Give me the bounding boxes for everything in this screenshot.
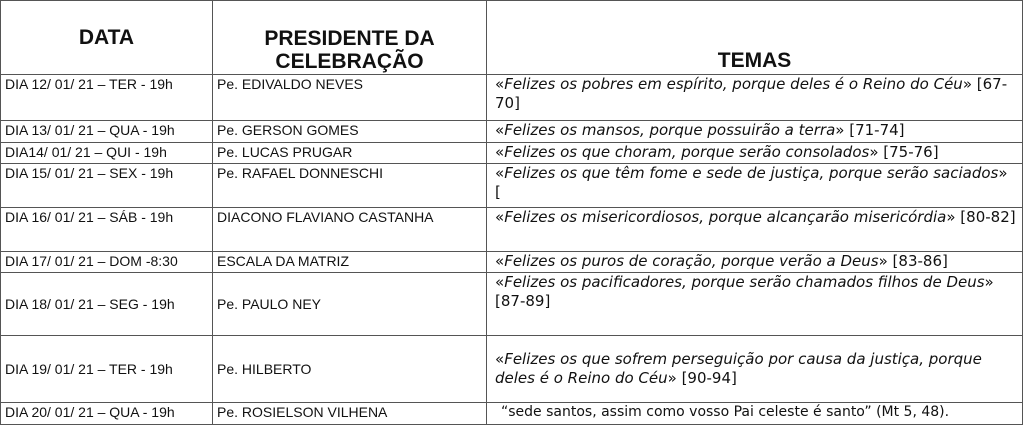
theme-quote: Felizes os que têm fome e sede de justiça, porque serão saciados [504, 164, 999, 182]
table-row [1, 164, 1023, 208]
theme-close: » [87-89] [495, 273, 994, 310]
theme-open: « [495, 143, 505, 161]
header-presidente-line2: CELEBRAÇÃO [275, 50, 424, 73]
date-cell: DIA 13/ 01/ 21 – QUA - 19h [1, 121, 213, 143]
theme-close: » [90-94] [667, 369, 737, 387]
theme-close: “sede santos, assim como vosso Pai celeste é santo” (Mt 5, 48). [501, 404, 950, 420]
president-cell: Pe. ROSIELSON VILHENA [213, 403, 487, 425]
theme-close: » [80-82] [946, 208, 1016, 226]
theme-quote: Felizes os puros de coração, porque verão a Deus [504, 252, 879, 270]
theme-close: » [ [495, 164, 1008, 201]
president-cell: Pe. LUCAS PRUGAR [213, 143, 487, 164]
theme-close: » [67-70] [495, 75, 1008, 112]
header-presidente-line1: PRESIDENTE DA [264, 27, 435, 50]
table-row [1, 143, 1023, 164]
theme-open: « [495, 164, 505, 182]
theme-open: « [495, 350, 505, 368]
president-cell: Pe. EDIVALDO NEVES [213, 75, 487, 121]
header-presidente [213, 1, 487, 75]
theme-open: « [495, 252, 505, 270]
table-row [1, 121, 1023, 143]
president-cell: Pe. RAFAEL DONNESCHI [213, 164, 487, 208]
theme-cell [487, 403, 1023, 425]
theme-close: » [83-86] [878, 252, 948, 270]
date-cell: DIA14/ 01/ 21 – QUI - 19h [1, 143, 213, 164]
theme-open: « [495, 273, 505, 291]
president-cell: ESCALA DA MATRIZ [213, 252, 487, 273]
theme-cell [487, 121, 1023, 143]
date-cell: DIA 19/ 01/ 21 – TER - 19h [1, 336, 213, 403]
president-cell: DIACONO FLAVIANO CASTANHA [213, 208, 487, 252]
theme-quote: Felizes os que sofrem perseguição por causa da justiça, porque deles é o Reino do Céu [495, 350, 982, 387]
theme-close: » [71-74] [835, 121, 905, 139]
theme-cell [487, 273, 1023, 336]
theme-quote: Felizes os que choram, porque serão consolados [504, 143, 870, 161]
date-cell: DIA 15/ 01/ 21 – SEX - 19h [1, 164, 213, 208]
header-temas: TEMAS [487, 1, 1023, 75]
date-cell: DIA 17/ 01/ 21 – DOM -8:30 [1, 252, 213, 273]
theme-cell [487, 252, 1023, 273]
table-row [1, 208, 1023, 252]
theme-quote: Felizes os misericordiosos, porque alcançarão misericórdia [504, 208, 947, 226]
date-cell: DIA 12/ 01/ 21 – TER - 19h [1, 75, 213, 121]
table-row [1, 336, 1023, 403]
president-cell: Pe. HILBERTO [213, 336, 487, 403]
theme-open: « [495, 208, 505, 226]
table-row [1, 75, 1023, 121]
table-row [1, 273, 1023, 336]
theme-open: « [495, 121, 505, 139]
theme-quote: Felizes os pacificadores, porque serão chamados filhos de Deus [504, 273, 985, 291]
theme-cell [487, 143, 1023, 164]
theme-close: » [75-76] [869, 143, 939, 161]
president-cell: Pe. GERSON GOMES [213, 121, 487, 143]
theme-cell [487, 208, 1023, 252]
theme-cell [487, 164, 1023, 208]
date-cell: DIA 18/ 01/ 21 – SEG - 19h [1, 273, 213, 336]
theme-open: « [495, 75, 505, 93]
theme-cell [487, 336, 1023, 403]
president-cell: Pe. PAULO NEY [213, 273, 487, 336]
date-cell: DIA 16/ 01/ 21 – SÁB - 19h [1, 208, 213, 252]
header-data: DATA [1, 1, 213, 75]
header-row [1, 1, 1023, 75]
date-cell: DIA 20/ 01/ 21 – QUA - 19h [1, 403, 213, 425]
theme-quote: Felizes os pobres em espírito, porque deles é o Reino do Céu [504, 75, 963, 93]
theme-cell [487, 75, 1023, 121]
theme-quote: Felizes os mansos, porque possuirão a terra [504, 121, 836, 139]
table-row [1, 403, 1023, 425]
table-row [1, 252, 1023, 273]
